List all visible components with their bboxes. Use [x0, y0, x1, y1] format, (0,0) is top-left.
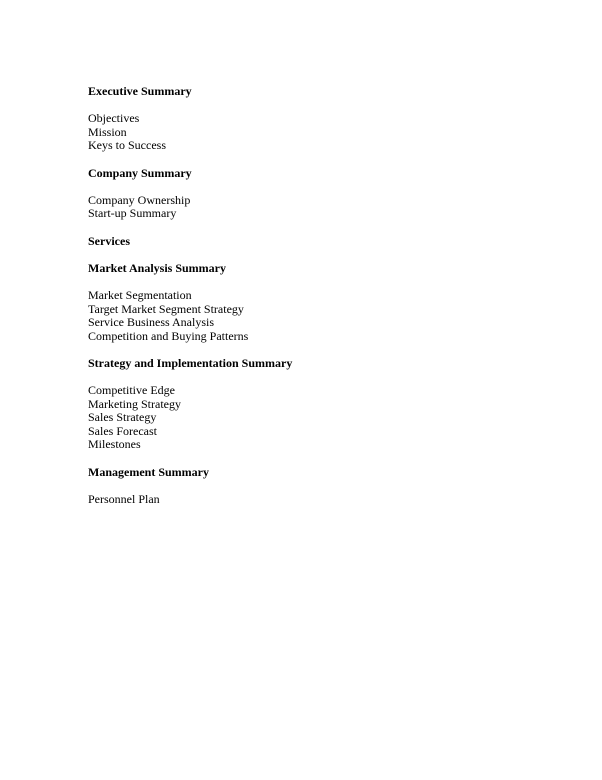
list-item: Keys to Success: [88, 138, 166, 153]
section-management-summary: [88, 466, 568, 507]
list-item: Sales Forecast: [88, 423, 157, 438]
list-item: Target Market Segment Strategy: [88, 301, 244, 316]
section-item-list: [88, 384, 568, 452]
section-heading: Services: [88, 233, 130, 248]
section-item-list: [88, 194, 568, 221]
list-item: Objectives: [88, 111, 140, 126]
section-strategy-and-implementation-summary: [88, 357, 568, 452]
list-item: Start-up Summary: [88, 206, 177, 221]
list-item: Service Business Analysis: [88, 315, 214, 330]
list-item: Company Ownership: [88, 192, 191, 207]
section-heading: Market Analysis Summary: [88, 260, 226, 275]
document-page: [88, 85, 568, 520]
list-item: Milestones: [88, 437, 141, 452]
list-item: Mission: [88, 124, 127, 139]
section-heading: Strategy and Implementation Summary: [88, 355, 293, 370]
section-item-list: [88, 493, 568, 507]
list-item: Competition and Buying Patterns: [88, 328, 249, 343]
section-heading: Company Summary: [88, 165, 192, 180]
section-item-list: [88, 112, 568, 153]
section-item-list: [88, 289, 568, 343]
section-heading: Executive Summary: [88, 84, 192, 98]
list-item: Marketing Strategy: [88, 396, 181, 411]
list-item: Competitive Edge: [88, 383, 175, 398]
section-company-summary: [88, 167, 568, 221]
list-item: Sales Strategy: [88, 410, 157, 425]
section-services: [88, 235, 568, 249]
list-item: Market Segmentation: [88, 287, 192, 302]
section-market-analysis-summary: [88, 262, 568, 344]
list-item: Personnel Plan: [88, 491, 160, 506]
section-executive-summary: [88, 85, 568, 153]
section-heading: Management Summary: [88, 464, 209, 479]
